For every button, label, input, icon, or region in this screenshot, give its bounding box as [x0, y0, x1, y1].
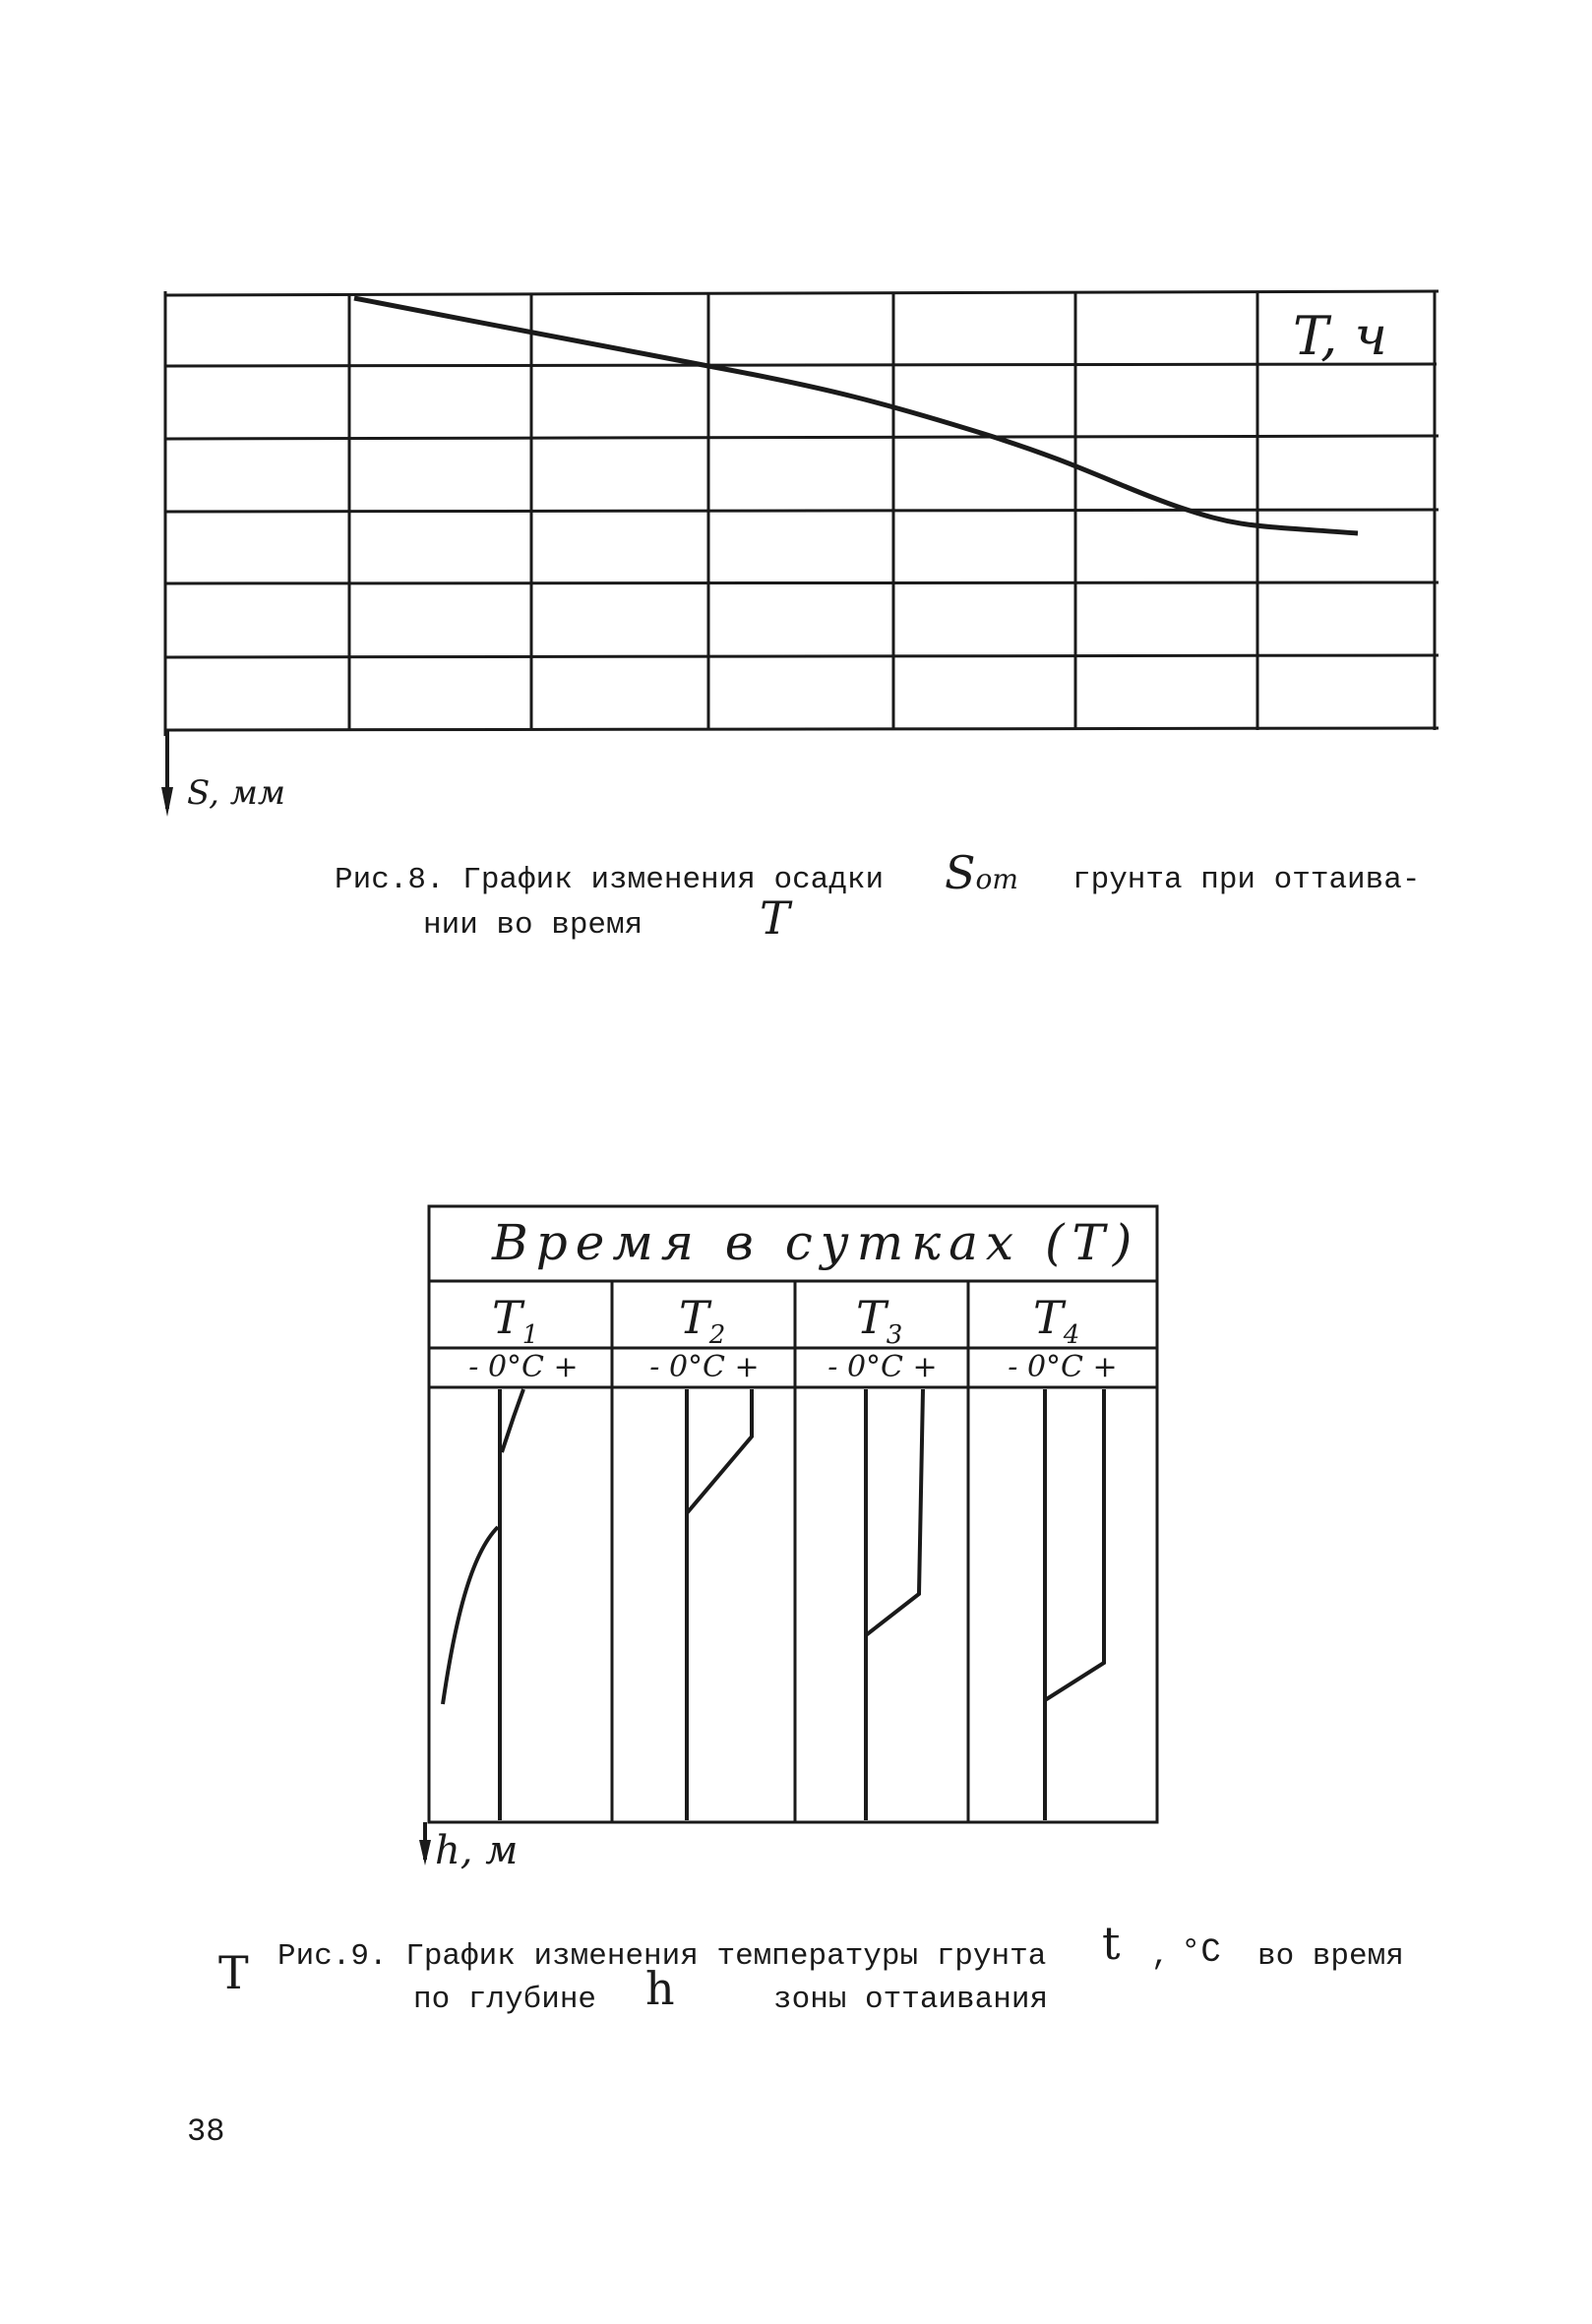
t4-temp-curve	[1045, 1389, 1104, 1700]
fig9-scale-t4: - 0°C +	[1008, 1350, 1118, 1384]
fig9-scale-t3: - 0°C +	[827, 1350, 938, 1384]
fig9-caption-line1-end: во время	[1257, 1939, 1404, 1974]
t2-temp-curve	[687, 1389, 752, 1513]
fig8-caption-line1: Рис.8. График изменения осадки	[335, 863, 885, 897]
fig9-caption-unit: °C	[1181, 1934, 1221, 1972]
fig9-column-t3: $T_3$	[856, 1291, 903, 1351]
fig9-scale-t1: - 0°C +	[468, 1350, 579, 1384]
fig8-caption-symbol-s: Sот	[945, 846, 1018, 899]
fig9-caption-symbol-T: T	[218, 1946, 249, 1999]
fig8-axis-settlement-label: S, мм	[187, 773, 286, 813]
fig9-column-t4: $T_4$	[1033, 1291, 1080, 1351]
fig9-column-t2: $T_2$	[679, 1291, 726, 1351]
fig9-column-t1: $T_1$	[492, 1291, 539, 1351]
fig8-caption-symbol-t: T	[760, 891, 790, 945]
page-number: 38	[187, 2113, 225, 2150]
t1-temp-curve-upper	[502, 1389, 523, 1452]
fig9-caption-symbol-t: t	[1102, 1917, 1121, 1970]
fig9-header: Время в сутках (T)	[492, 1214, 1140, 1271]
fig9-caption-line1: Рис.9. График изменения температуры грунта	[277, 1939, 1047, 1974]
fig9-caption-line2-end: зоны оттаивания	[773, 1983, 1049, 2017]
fig9-caption-comma: ,	[1151, 1939, 1170, 1974]
fig8-caption-line1-end: грунта при оттаива-	[1072, 863, 1421, 897]
fig9-caption-line2: по глубине	[413, 1983, 597, 2017]
t3-temp-curve	[866, 1389, 923, 1635]
fig8-caption-line2: нии во время	[423, 908, 643, 943]
fig9-axis-depth-label: h, м	[435, 1828, 519, 1873]
t1-temp-curve	[443, 1527, 498, 1704]
fig9-scale-t2: - 0°C +	[649, 1350, 760, 1384]
fig8-axis-time-label: T, ч	[1293, 305, 1388, 367]
fig9-caption-symbol-h: h	[645, 1962, 675, 2015]
